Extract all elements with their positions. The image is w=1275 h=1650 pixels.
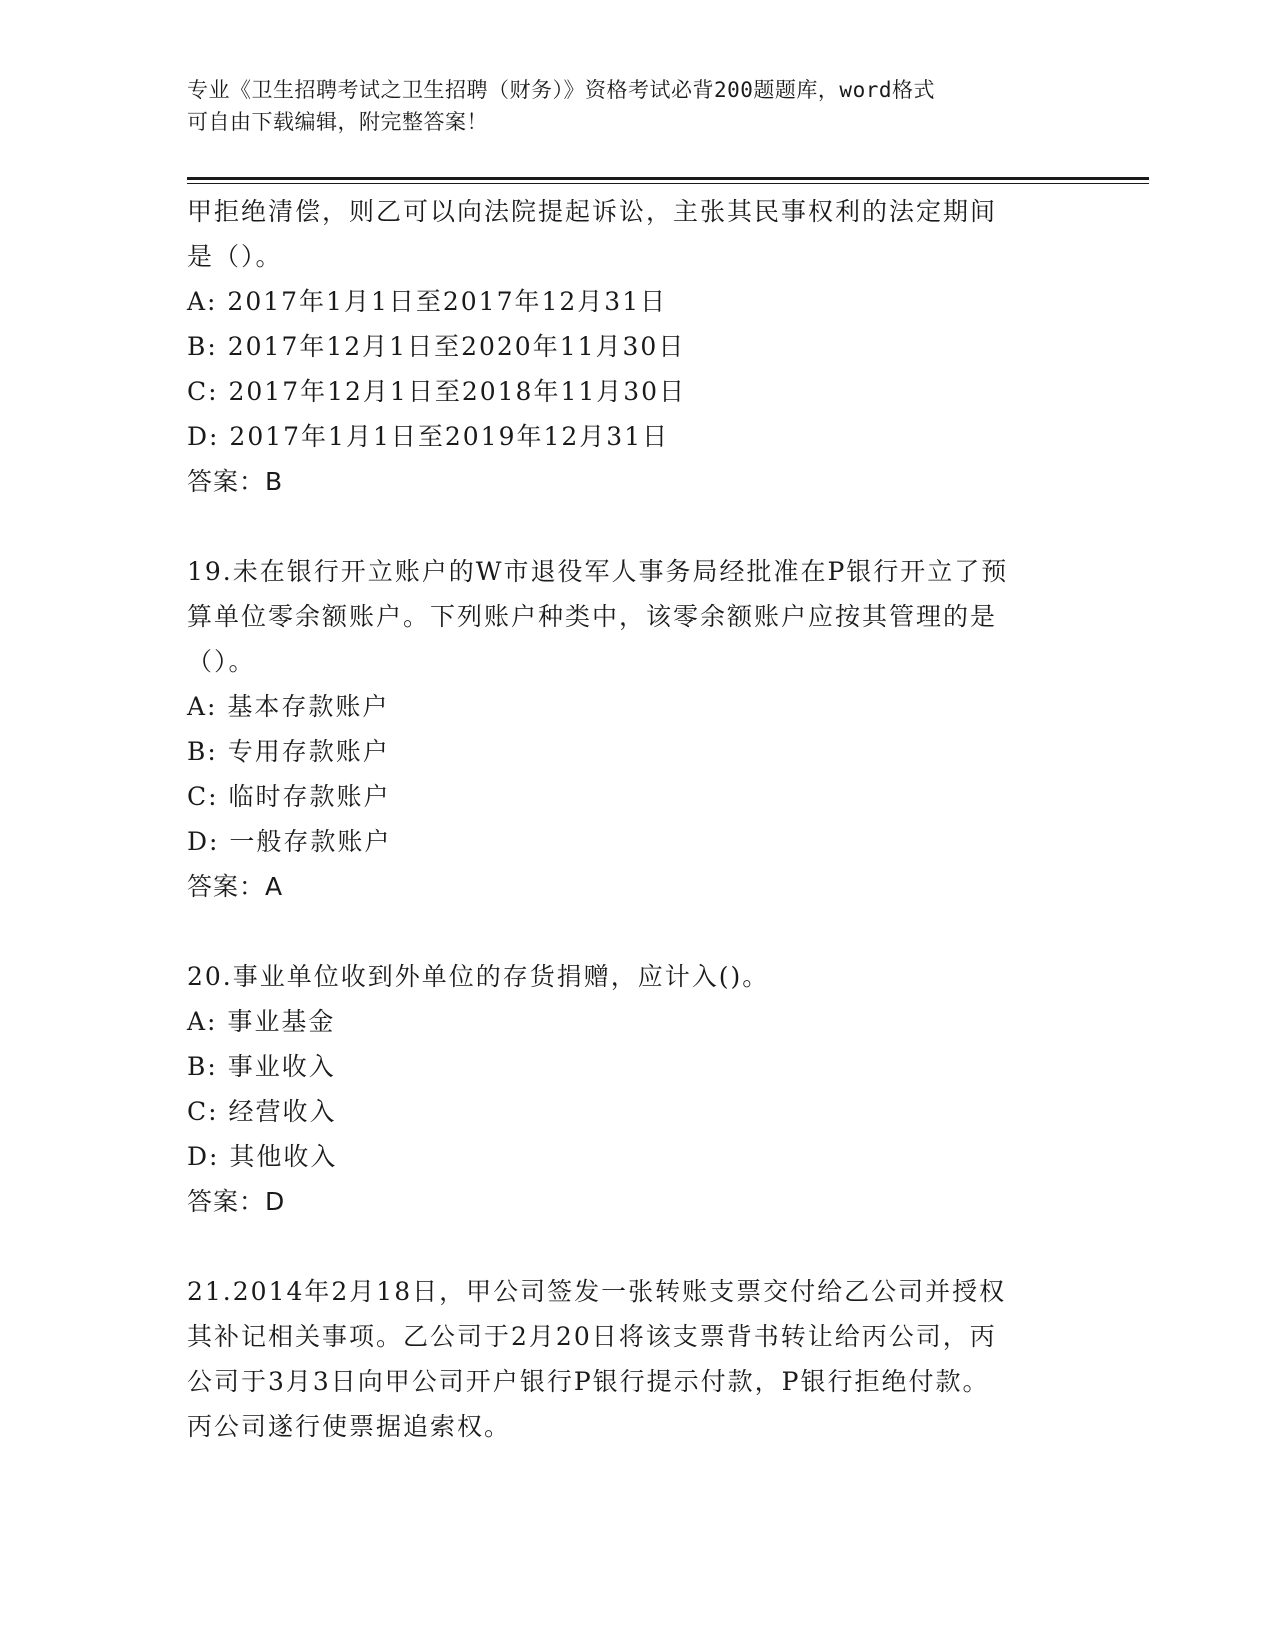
option-d: D: 一般存款账户 xyxy=(187,827,392,856)
question-18 xyxy=(187,189,1087,504)
spacer xyxy=(187,909,1087,954)
question-19 xyxy=(187,549,1087,909)
answer-line: 答案：A xyxy=(187,872,284,901)
stem-line: 19.未在银行开立账户的W市退役军人事务局经批准在P银行开立了预 xyxy=(187,557,1009,586)
option-a: A: 2017年1月1日至2017年12月31日 xyxy=(187,287,668,316)
option-c: C: 经营收入 xyxy=(187,1097,337,1126)
header-rule-thin xyxy=(187,183,1149,184)
stem-line: 是（）。 xyxy=(187,242,283,271)
spacer xyxy=(187,504,1087,549)
header-rule-thick xyxy=(187,177,1149,180)
header-title-line-1: 专业《卫生招聘考试之卫生招聘（财务）》资格考试必背200题题库，word格式 xyxy=(187,78,935,102)
stem-line: 甲拒绝清偿，则乙可以向法院提起诉讼，主张其民事权利的法定期间 xyxy=(187,197,998,226)
option-c: C: 临时存款账户 xyxy=(187,782,391,811)
document-header xyxy=(187,74,1087,138)
stem-line: （）。 xyxy=(187,647,256,676)
option-c: C: 2017年12月1日至2018年11月30日 xyxy=(187,377,687,406)
question-stem xyxy=(187,549,1087,684)
spacer xyxy=(187,1224,1087,1269)
stem-line: 公司于3月3日向甲公司开户银行P银行提示付款，P银行拒绝付款。 xyxy=(187,1367,990,1396)
question-stem xyxy=(187,1269,1087,1449)
option-d: D: 其他收入 xyxy=(187,1142,338,1171)
stem-line: 其补记相关事项。乙公司于2月20日将该支票背书转让给丙公司，丙 xyxy=(187,1322,997,1351)
answer-line: 答案：D xyxy=(187,1187,286,1216)
stem-line: 丙公司遂行使票据追索权。 xyxy=(187,1412,512,1441)
option-b: B: 事业收入 xyxy=(187,1052,336,1081)
question-20 xyxy=(187,954,1087,1224)
question-21 xyxy=(187,1269,1087,1449)
option-d: D: 2017年1月1日至2019年12月31日 xyxy=(187,422,670,451)
option-b: B: 专用存款账户 xyxy=(187,737,390,766)
question-stem xyxy=(187,954,1087,999)
answer-line: 答案：B xyxy=(187,467,284,496)
question-list xyxy=(187,189,1087,1449)
option-a: A: 基本存款账户 xyxy=(187,692,390,721)
option-b: B: 2017年12月1日至2020年11月30日 xyxy=(187,332,686,361)
stem-line: 21.2014年2月18日，甲公司签发一张转账支票交付给乙公司并授权 xyxy=(187,1277,1007,1306)
stem-line: 20.事业单位收到外单位的存货捐赠，应计入()。 xyxy=(187,962,770,991)
question-stem xyxy=(187,189,1087,279)
header-title-line-2: 可自由下载编辑，附完整答案！ xyxy=(187,110,488,134)
option-a: A: 事业基金 xyxy=(187,1007,336,1036)
stem-line: 算单位零余额账户。下列账户种类中，该零余额账户应按其管理的是 xyxy=(187,602,998,631)
